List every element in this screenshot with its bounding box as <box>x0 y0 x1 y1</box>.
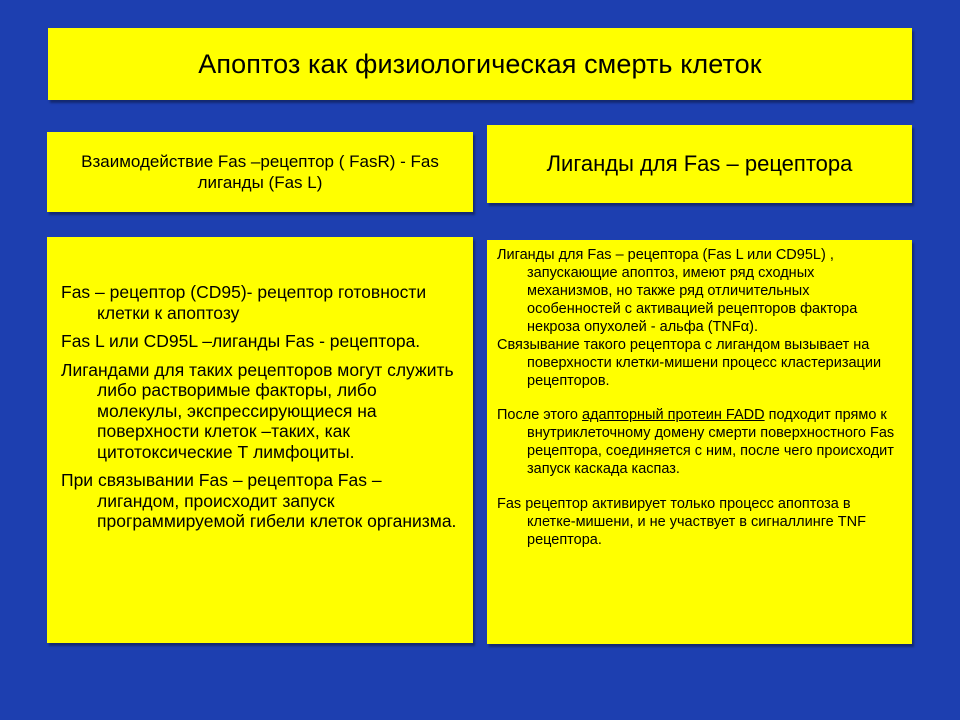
right-header-text: Лиганды для Fas – рецептора <box>546 151 853 176</box>
right-header-box <box>487 125 912 203</box>
right-paragraph-3 <box>497 406 902 478</box>
left-paragraph-4: При связывании Fas – рецептора Fas – лигандом, происходит запуск программируемой гибели клеток организма. <box>61 470 457 531</box>
left-paragraph-3: Лигандами для таких рецепторов могут служить либо растворимые факторы, либо молекулы, экспрессирующиеся на поверхности клеток –таких, как цитотоксические Т лимфоциты. <box>61 359 454 462</box>
right-paragraph-2: Связывание такого рецептора с лигандом вызывает на поверхности клетки-мишени процесс кластеризации рецепторов. <box>497 337 882 389</box>
left-paragraph-1: Fas – рецептор (CD95)- рецептор готовности клетки к апоптозу <box>61 282 427 323</box>
right-paragraph-3-prefix: После этого <box>497 407 582 423</box>
adaptor-protein-fadd-link[interactable]: адапторный протеин FADD <box>581 407 765 423</box>
right-paragraph-1: Лиганды для Fas – рецептора (Fas L или CD95L) , запускающие апоптоз, имеют ряд сходных механизмов, но также ряд отличительных особенностей с активацией рецепторов фактора некроза опухолей - альфа (TNFα). <box>497 247 858 335</box>
right-paragraph-3-suffix: подходит прямо к внутриклеточному домену смерти поверхностного Fas рецептора, соединяется с ним, после чего происходит запуск каскада каспаз. <box>527 407 895 477</box>
slide-title: Апоптоз как физиологическая смерть клеток <box>198 48 762 79</box>
left-paragraph-2: Fas L или CD95L –лиганды Fas - рецептора. <box>61 331 421 351</box>
right-paragraph-4: Fas рецептор активирует только процесс апоптоза в клетке-мишени, и не участвует в сигналлинге TNF рецептора. <box>497 496 866 548</box>
left-content-box <box>47 237 473 643</box>
right-content-box <box>487 240 912 644</box>
left-header-box <box>47 132 473 212</box>
left-header-text: Взаимодействие Fas –рецептор ( FasR) - Fas лиганды (Fas L) <box>81 152 439 192</box>
title-box <box>48 28 912 100</box>
